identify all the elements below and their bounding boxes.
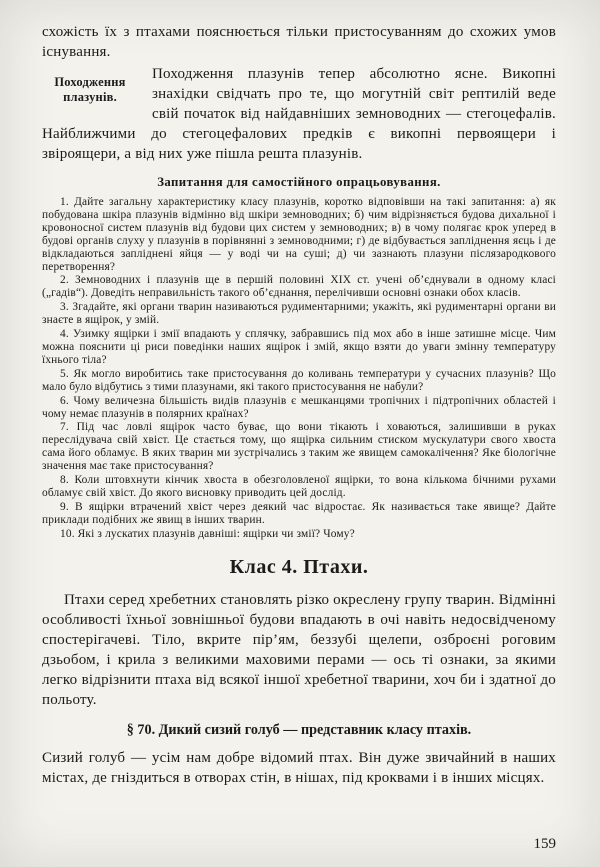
- page-number: 159: [533, 836, 556, 852]
- origin-paragraph-text: Походження плазунів тепер абсолютно ясне. Викопні знахідки свідчать про те, що могутній світ рептилій веде свій початок від найдавніших земноводних — стегоцефалів. Найближчими до стегоцефалових предків є викопні первоящери і звіроящери, а від них уже пішла решта плазунів.: [42, 66, 556, 162]
- question-item-5: 5. Як могло виробитись таке пристосування до коливань температури у сучасних плазунів? Що мало було відбутись з тими плазунами, які такого пристосування не набули?: [42, 367, 556, 393]
- question-item-3: 3. Згадайте, які органи тварин називаються рудиментарними; укажіть, які рудиментарні органи ви знаєте в ящірок, у змій.: [42, 301, 556, 327]
- pigeon-paragraph: Сизий голуб — усім нам добре відомий птах. Він дуже звичайний в наших містах, де гніздиться в отворах стін, в нішах, під кроквами і в інших місцях.: [42, 749, 556, 786]
- question-item-1: 1. Дайте загальну характеристику класу плазунів, коротко відповівши на такі запитання: а) як побудована шкіра плазунів відмінно від шкіри земноводних; б) чим відрізняється будова дихальної і кровоносної систем плазунів від будови цих систем у земноводних; в) в чому полягає крок уперед в будові органів слуху у плазунів в порівнянні з земноводними; г) де відбувається запліднення яєць і де відкладаються запліднені яйця — у воді чи на суші; д) чи зазнають плазуни післязародкового перетворення?: [42, 196, 556, 273]
- question-item-6: 6. Чому величезна більшість видів плазунів є мешканцями тропічних і підтропічних областей і чому немає плазунів в полярних країнах?: [42, 394, 556, 420]
- section-heading: § 70. Дикий сизий голуб — представник класу птахів.: [126, 721, 472, 738]
- question-item-10: 10. Які з лускатих плазунів давніші: ящірки чи змії? Чому?: [60, 527, 355, 540]
- chapter-heading: Клас 4. Птахи.: [229, 555, 369, 578]
- question-item-9: 9. В ящірки втрачений хвіст через деякий час відростає. Як називається таке явище? Дайте приклади подібних же явищ в інших тварин.: [42, 500, 556, 526]
- birds-paragraph: Птахи серед хребетних становлять різко окреслену групу тварин. Відмінні особливості їхньої зовнішньої будови впадають в очі навіть недосвідченому спостерігачеві. Тіло, вкрите пір’ям, беззубі щелепи, озброєні роговим дзьобом, і крила з великими маховими перами — ось ті ознаки, за якими легко відрізнити птаха від всякої іншої хребетної тварини, хоч би і здатної до польоту.: [42, 591, 556, 708]
- question-item-8: 8. Коли штовхнути кінчик хвоста в обезголовленої ящірки, то вона кількома бічними рухами обламує свій хвіст. До якого висновку приводить цей дослід.: [42, 474, 556, 499]
- question-item-7: 7. Під час ловлі ящірок часто буває, що вони тікають і ховаються, залишивши в руках переслідувача свій хвіст. Це стається тому, що ящірка сильним стиском мускулатури свого хвоста сама його обламує. В яких тварин ми зустрічались з таким же явищем самокалічення? Яке біологічне значення має таке пристосування?: [42, 421, 556, 473]
- questions-heading: Запитання для самостійного опрацьовування.: [157, 175, 441, 189]
- question-item-4: 4. Узимку ящірки і змії впадають у сплячку, забравшись під мох або в інше затишне місце. Чим можна пояснити ці риси поведінки наших ящірок і змій, якщо взяти до уваги змінну температуру їхнього тіла?: [42, 328, 556, 366]
- questions-list: [42, 196, 556, 541]
- paragraph-continuation: схожість їх з птахами пояснюється тільки пристосуванням до схожих умов існування.: [42, 24, 556, 60]
- question-item-2: 2. Земноводних і плазунів ще в першій половині XIX ст. учені об’єднували в одному класі („гадів“). Доведіть неправильність такого об’єднання, перелічивши основні ознаки обох класів.: [42, 274, 556, 300]
- origin-section: [42, 64, 556, 164]
- margin-heading: Походження плазунів.: [54, 75, 126, 104]
